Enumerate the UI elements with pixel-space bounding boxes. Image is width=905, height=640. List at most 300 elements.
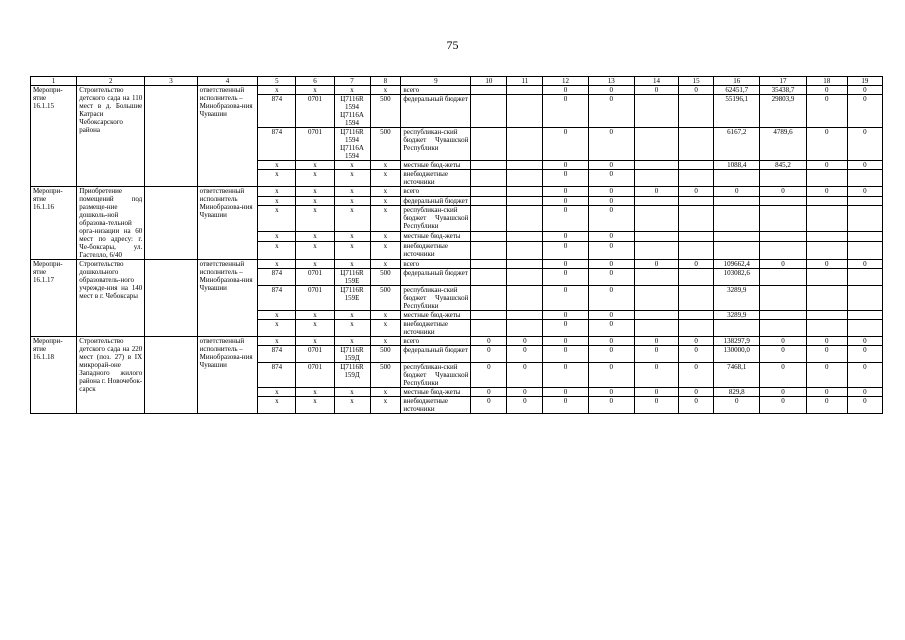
header-cell: 5: [258, 77, 296, 86]
value-cell-c11: [507, 196, 543, 206]
value-cell-c19: 0: [847, 86, 882, 95]
value-cell-c19: [847, 269, 882, 286]
budget-table: [30, 76, 883, 414]
source-cell: внебюджетные источники: [401, 170, 471, 187]
value-cell-c16: 109662,4: [714, 260, 760, 269]
event-number-cell: Меропри- ятие 16.1.17: [31, 260, 77, 337]
value-cell-c18: 0: [806, 86, 847, 95]
value-cell-c19: 0: [847, 388, 882, 397]
value-cell-c14: [634, 95, 678, 128]
header-cell: 15: [679, 77, 714, 86]
value-cell-c16: 62451,7: [714, 86, 760, 95]
value-cell-c11: [507, 241, 543, 259]
value-cell-c13: 0: [588, 95, 634, 128]
code-cell-c6: x: [296, 161, 334, 170]
value-cell-c10: [471, 128, 507, 161]
value-cell-c18: [806, 206, 847, 232]
value-cell-c12: 0: [543, 170, 588, 187]
value-cell-c19: 0: [847, 346, 882, 363]
header-cell: 10: [471, 77, 507, 86]
value-cell-c14: 0: [634, 363, 678, 388]
value-cell-c17: [760, 320, 806, 337]
value-cell-c14: 0: [634, 397, 678, 414]
value-cell-c11: [507, 269, 543, 286]
source-cell: местные бюд-жеты: [401, 388, 471, 397]
code-cell-c6: x: [296, 187, 334, 197]
code-cell-c5: x: [258, 388, 296, 397]
value-cell-c17: 0: [760, 187, 806, 197]
code-cell-c7: Ц7116R 1594 Ц7116А 1594: [334, 128, 370, 161]
source-cell: федеральный бюджет: [401, 95, 471, 128]
code-cell-c5: 874: [258, 269, 296, 286]
value-cell-c12: 0: [543, 388, 588, 397]
value-cell-c15: 0: [679, 346, 714, 363]
value-cell-c13: 0: [588, 397, 634, 414]
value-cell-c11: [507, 206, 543, 232]
value-cell-c14: [634, 311, 678, 320]
event-name-cell: Строительство детского сада на 220 мест (поз. 27) в IX микрорай-оне Западного жилого района г. Новочебок-сарск: [77, 337, 145, 414]
value-cell-c16: 1088,4: [714, 161, 760, 170]
value-cell-c14: [634, 241, 678, 259]
value-cell-c17: [760, 311, 806, 320]
value-cell-c19: [847, 241, 882, 259]
code-cell-c5: x: [258, 397, 296, 414]
value-cell-c13: 0: [588, 196, 634, 206]
value-cell-c11: 0: [507, 388, 543, 397]
code-cell-c8: x: [370, 241, 401, 259]
source-cell: местные бюд-жеты: [401, 161, 471, 170]
value-cell-c10: [471, 286, 507, 311]
code-cell-c7: x: [334, 311, 370, 320]
code-cell-c6: 0701: [296, 269, 334, 286]
value-cell-c12: 0: [543, 196, 588, 206]
value-cell-c12: 0: [543, 95, 588, 128]
value-cell-c19: 0: [847, 187, 882, 197]
value-cell-c15: 0: [679, 388, 714, 397]
value-cell-c10: [471, 187, 507, 197]
code-cell-c6: x: [296, 241, 334, 259]
table-row: [31, 260, 883, 269]
value-cell-c13: 0: [588, 260, 634, 269]
code-cell-c5: x: [258, 196, 296, 206]
code-cell-c5: x: [258, 170, 296, 187]
code-cell-c5: x: [258, 161, 296, 170]
value-cell-c16: 130000,0: [714, 346, 760, 363]
code-cell-c5: x: [258, 86, 296, 95]
code-cell-c5: x: [258, 337, 296, 346]
value-cell-c17: 0: [760, 397, 806, 414]
responsible-cell: ответственный исполнитель Минобразова-ния Чувашии: [197, 187, 258, 260]
value-cell-c12: 0: [543, 337, 588, 346]
value-cell-c12: 0: [543, 311, 588, 320]
code-cell-c8: x: [370, 86, 401, 95]
code-cell-c7: x: [334, 320, 370, 337]
responsible-cell: ответственный исполнитель – Минобразова-ния Чувашии: [197, 337, 258, 414]
value-cell-c10: [471, 260, 507, 269]
value-cell-c19: 0: [847, 95, 882, 128]
value-cell-c11: [507, 232, 543, 242]
value-cell-c15: [679, 161, 714, 170]
table-row: [31, 337, 883, 346]
code-cell-c5: 874: [258, 128, 296, 161]
value-cell-c11: [507, 320, 543, 337]
source-cell: федеральный бюджет: [401, 346, 471, 363]
value-cell-c15: [679, 241, 714, 259]
page-number: 75: [446, 38, 459, 52]
value-cell-c16: 3289,9: [714, 311, 760, 320]
header-cell: 8: [370, 77, 401, 86]
header-cell: 18: [806, 77, 847, 86]
value-cell-c19: [847, 311, 882, 320]
value-cell-c14: [634, 170, 678, 187]
value-cell-c19: 0: [847, 337, 882, 346]
code-cell-c7: x: [334, 388, 370, 397]
value-cell-c18: 0: [806, 337, 847, 346]
value-cell-c15: [679, 128, 714, 161]
value-cell-c19: 0: [847, 128, 882, 161]
code-cell-c7: Ц7116R 159Е: [334, 269, 370, 286]
value-cell-c13: 0: [588, 269, 634, 286]
code-cell-c7: x: [334, 161, 370, 170]
value-cell-c10: [471, 320, 507, 337]
source-cell: местные бюд-жеты: [401, 311, 471, 320]
code-cell-c8: 500: [370, 128, 401, 161]
value-cell-c17: 0: [760, 337, 806, 346]
value-cell-c16: 829,8: [714, 388, 760, 397]
value-cell-c18: 0: [806, 260, 847, 269]
value-cell-c16: 0: [714, 397, 760, 414]
value-cell-c10: [471, 170, 507, 187]
value-cell-c19: [847, 320, 882, 337]
value-cell-c14: [634, 128, 678, 161]
code-cell-c8: x: [370, 161, 401, 170]
value-cell-c12: 0: [543, 363, 588, 388]
value-cell-c13: 0: [588, 206, 634, 232]
value-cell-c14: 0: [634, 388, 678, 397]
value-cell-c12: 0: [543, 397, 588, 414]
event-name-cell: Строительство дошкольного образователь-ного учрежде-ния на 140 мест в г. Чебоксары: [77, 260, 145, 337]
value-cell-c14: [634, 161, 678, 170]
value-cell-c16: [714, 232, 760, 242]
value-cell-c13: 0: [588, 232, 634, 242]
header-cell: 9: [401, 77, 471, 86]
value-cell-c17: [760, 232, 806, 242]
event-name-cell: Приобретение помещений под размеще-ние дошколь-ной образова-тельной орга-низации на 60 мест по адресу: г. Че-боксары, ул. Гастелло, 6/40: [77, 187, 145, 260]
value-cell-c10: [471, 206, 507, 232]
value-cell-c10: [471, 95, 507, 128]
code-cell-c6: x: [296, 260, 334, 269]
value-cell-c13: 0: [588, 388, 634, 397]
value-cell-c14: [634, 269, 678, 286]
value-cell-c10: 0: [471, 397, 507, 414]
value-cell-c17: 0: [760, 346, 806, 363]
column-3-cell: [145, 187, 197, 260]
value-cell-c11: 0: [507, 346, 543, 363]
value-cell-c19: [847, 232, 882, 242]
code-cell-c6: x: [296, 320, 334, 337]
value-cell-c13: 0: [588, 320, 634, 337]
source-cell: внебюджетные источники: [401, 320, 471, 337]
value-cell-c19: 0: [847, 260, 882, 269]
value-cell-c19: [847, 206, 882, 232]
code-cell-c6: x: [296, 397, 334, 414]
value-cell-c18: 0: [806, 388, 847, 397]
code-cell-c6: 0701: [296, 286, 334, 311]
code-cell-c6: 0701: [296, 128, 334, 161]
code-cell-c8: x: [370, 196, 401, 206]
value-cell-c17: 29803,9: [760, 95, 806, 128]
value-cell-c16: [714, 241, 760, 259]
value-cell-c15: 0: [679, 363, 714, 388]
value-cell-c17: [760, 269, 806, 286]
code-cell-c8: x: [370, 320, 401, 337]
code-cell-c6: x: [296, 206, 334, 232]
value-cell-c17: [760, 196, 806, 206]
code-cell-c7: x: [334, 232, 370, 242]
value-cell-c16: 3289,9: [714, 286, 760, 311]
code-cell-c5: x: [258, 320, 296, 337]
source-cell: федеральный бюджет: [401, 269, 471, 286]
source-cell: внебюджетные источники: [401, 397, 471, 414]
value-cell-c14: 0: [634, 346, 678, 363]
code-cell-c8: x: [370, 206, 401, 232]
header-row: [31, 77, 883, 86]
value-cell-c10: [471, 161, 507, 170]
value-cell-c18: 0: [806, 346, 847, 363]
value-cell-c16: [714, 206, 760, 232]
value-cell-c16: 55196,1: [714, 95, 760, 128]
value-cell-c18: 0: [806, 161, 847, 170]
event-number-cell: Меропри- ятие 16.1.16: [31, 187, 77, 260]
column-3-cell: [145, 260, 197, 337]
value-cell-c15: [679, 320, 714, 337]
value-cell-c15: [679, 311, 714, 320]
code-cell-c8: x: [370, 337, 401, 346]
value-cell-c11: [507, 187, 543, 197]
value-cell-c13: 0: [588, 86, 634, 95]
code-cell-c5: 874: [258, 346, 296, 363]
value-cell-c12: 0: [543, 128, 588, 161]
code-cell-c6: 0701: [296, 363, 334, 388]
value-cell-c18: [806, 232, 847, 242]
value-cell-c13: 0: [588, 187, 634, 197]
value-cell-c17: [760, 286, 806, 311]
code-cell-c8: 500: [370, 363, 401, 388]
code-cell-c8: x: [370, 187, 401, 197]
source-cell: всего: [401, 337, 471, 346]
header-cell: 11: [507, 77, 543, 86]
value-cell-c16: 103082,6: [714, 269, 760, 286]
value-cell-c15: 0: [679, 397, 714, 414]
code-cell-c6: x: [296, 232, 334, 242]
value-cell-c12: 0: [543, 260, 588, 269]
value-cell-c18: 0: [806, 95, 847, 128]
value-cell-c16: 6167,2: [714, 128, 760, 161]
header-cell: 16: [714, 77, 760, 86]
value-cell-c10: [471, 241, 507, 259]
value-cell-c14: [634, 206, 678, 232]
code-cell-c5: x: [258, 241, 296, 259]
code-cell-c7: x: [334, 397, 370, 414]
code-cell-c7: x: [334, 241, 370, 259]
value-cell-c19: [847, 196, 882, 206]
value-cell-c14: 0: [634, 337, 678, 346]
value-cell-c15: [679, 286, 714, 311]
value-cell-c14: [634, 232, 678, 242]
header-cell: 2: [77, 77, 145, 86]
code-cell-c5: x: [258, 260, 296, 269]
value-cell-c16: 0: [714, 187, 760, 197]
value-cell-c15: [679, 232, 714, 242]
code-cell-c8: 500: [370, 286, 401, 311]
value-cell-c13: 0: [588, 337, 634, 346]
code-cell-c5: 874: [258, 95, 296, 128]
value-cell-c18: [806, 286, 847, 311]
value-cell-c10: 0: [471, 363, 507, 388]
code-cell-c5: x: [258, 206, 296, 232]
value-cell-c16: [714, 320, 760, 337]
code-cell-c8: x: [370, 388, 401, 397]
value-cell-c15: [679, 196, 714, 206]
value-cell-c18: 0: [806, 128, 847, 161]
code-cell-c7: Ц7116R 159Д: [334, 346, 370, 363]
value-cell-c11: 0: [507, 363, 543, 388]
event-name-cell: Строительство детского сада на 110 мест в д. Большие Катраси Чебоксарского района: [77, 86, 145, 187]
source-cell: всего: [401, 260, 471, 269]
value-cell-c19: 0: [847, 397, 882, 414]
value-cell-c11: [507, 161, 543, 170]
code-cell-c5: 874: [258, 363, 296, 388]
table-row: [31, 86, 883, 95]
code-cell-c5: 874: [258, 286, 296, 311]
code-cell-c6: x: [296, 388, 334, 397]
value-cell-c14: 0: [634, 260, 678, 269]
value-cell-c19: [847, 286, 882, 311]
header-cell: 17: [760, 77, 806, 86]
code-cell-c7: Ц7116R 159Е: [334, 286, 370, 311]
header-cell: 1: [31, 77, 77, 86]
value-cell-c10: [471, 269, 507, 286]
code-cell-c7: x: [334, 187, 370, 197]
code-cell-c5: x: [258, 187, 296, 197]
code-cell-c6: x: [296, 196, 334, 206]
value-cell-c18: [806, 320, 847, 337]
code-cell-c6: x: [296, 86, 334, 95]
source-cell: внебюджетные источники: [401, 241, 471, 259]
value-cell-c17: [760, 206, 806, 232]
code-cell-c6: x: [296, 170, 334, 187]
value-cell-c12: 0: [543, 320, 588, 337]
column-3-cell: [145, 86, 197, 187]
code-cell-c6: x: [296, 311, 334, 320]
value-cell-c13: 0: [588, 346, 634, 363]
code-cell-c8: x: [370, 232, 401, 242]
value-cell-c11: [507, 311, 543, 320]
value-cell-c14: [634, 320, 678, 337]
value-cell-c15: 0: [679, 187, 714, 197]
value-cell-c17: 845,2: [760, 161, 806, 170]
value-cell-c18: [806, 196, 847, 206]
value-cell-c15: [679, 269, 714, 286]
event-number-cell: Меропри- ятие 16.1.15: [31, 86, 77, 187]
value-cell-c15: 0: [679, 337, 714, 346]
source-cell: всего: [401, 187, 471, 197]
header-cell: 19: [847, 77, 882, 86]
value-cell-c15: 0: [679, 260, 714, 269]
value-cell-c14: [634, 196, 678, 206]
code-cell-c8: x: [370, 170, 401, 187]
code-cell-c5: x: [258, 232, 296, 242]
header-cell: 7: [334, 77, 370, 86]
source-cell: федеральный бюджет: [401, 196, 471, 206]
value-cell-c16: [714, 170, 760, 187]
value-cell-c14: [634, 286, 678, 311]
value-cell-c17: 0: [760, 388, 806, 397]
value-cell-c11: 0: [507, 337, 543, 346]
value-cell-c19: 0: [847, 161, 882, 170]
source-cell: республикан-ский бюджет Чувашской Республики: [401, 286, 471, 311]
value-cell-c12: 0: [543, 161, 588, 170]
value-cell-c18: [806, 170, 847, 187]
code-cell-c7: x: [334, 337, 370, 346]
value-cell-c17: [760, 241, 806, 259]
value-cell-c11: [507, 260, 543, 269]
table-row: [31, 187, 883, 197]
value-cell-c13: 0: [588, 286, 634, 311]
code-cell-c8: x: [370, 311, 401, 320]
value-cell-c17: 4789,6: [760, 128, 806, 161]
value-cell-c18: [806, 311, 847, 320]
header-cell: 13: [588, 77, 634, 86]
value-cell-c13: 0: [588, 128, 634, 161]
code-cell-c7: x: [334, 260, 370, 269]
value-cell-c15: 0: [679, 86, 714, 95]
source-cell: местные бюд-жеты: [401, 232, 471, 242]
value-cell-c12: 0: [543, 346, 588, 363]
code-cell-c6: 0701: [296, 346, 334, 363]
value-cell-c12: 0: [543, 286, 588, 311]
value-cell-c10: 0: [471, 388, 507, 397]
responsible-cell: ответственный исполнитель – Минобразова-ния Чувашии: [197, 86, 258, 187]
code-cell-c7: x: [334, 206, 370, 232]
value-cell-c19: [847, 170, 882, 187]
value-cell-c18: 0: [806, 397, 847, 414]
value-cell-c16: [714, 196, 760, 206]
code-cell-c7: Ц7116R 159Д: [334, 363, 370, 388]
value-cell-c10: [471, 86, 507, 95]
value-cell-c12: 0: [543, 232, 588, 242]
code-cell-c8: 500: [370, 346, 401, 363]
code-cell-c8: 500: [370, 95, 401, 128]
code-cell-c8: x: [370, 397, 401, 414]
source-cell: республикан-ский бюджет Чувашской Республики: [401, 363, 471, 388]
value-cell-c11: [507, 128, 543, 161]
value-cell-c13: 0: [588, 161, 634, 170]
header-cell: 14: [634, 77, 678, 86]
column-3-cell: [145, 337, 197, 414]
value-cell-c14: 0: [634, 187, 678, 197]
code-cell-c5: x: [258, 311, 296, 320]
value-cell-c12: 0: [543, 241, 588, 259]
code-cell-c8: 500: [370, 269, 401, 286]
value-cell-c18: 0: [806, 187, 847, 197]
value-cell-c10: [471, 311, 507, 320]
header-cell: 3: [145, 77, 197, 86]
header-cell: 12: [543, 77, 588, 86]
value-cell-c14: 0: [634, 86, 678, 95]
value-cell-c13: 0: [588, 311, 634, 320]
value-cell-c11: [507, 286, 543, 311]
